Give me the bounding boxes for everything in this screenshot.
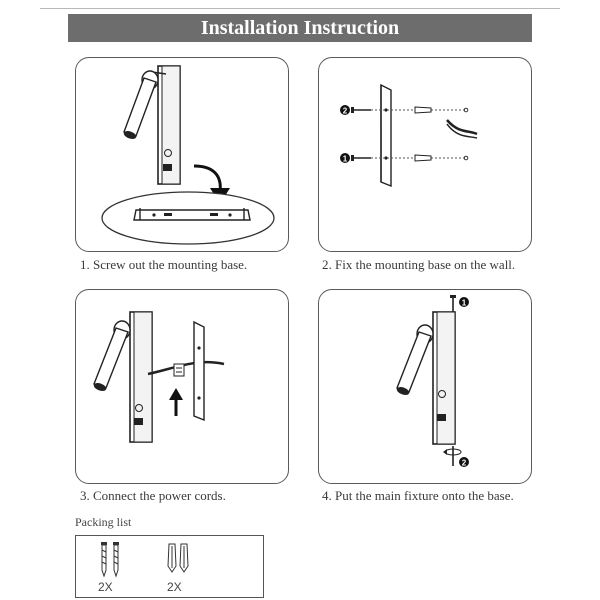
- marker-2: [459, 457, 469, 468]
- wall-hole: [464, 108, 468, 160]
- step-4-caption: 4. Put the main fixture onto the base.: [322, 488, 514, 503]
- step-2-panel: [318, 57, 532, 252]
- wall-anchor-icon: [168, 544, 188, 572]
- step-3-caption: 3. Connect the power cords.: [80, 488, 226, 503]
- step-3-panel: [75, 289, 289, 484]
- step-3-illustration: [76, 290, 288, 483]
- step-4-illustration: [319, 290, 531, 483]
- step-4-panel: [318, 289, 532, 484]
- step-2-caption: 2. Fix the mounting base on the wall.: [322, 257, 516, 272]
- step-1-panel: [75, 57, 289, 252]
- marker-2: [340, 105, 350, 116]
- packing-list-box: [75, 535, 264, 598]
- screw-icon: [101, 542, 119, 576]
- step-1-illustration: [76, 58, 288, 251]
- power-cord: [148, 362, 224, 374]
- mounting-base: [134, 208, 250, 220]
- svg-text:1: 1: [461, 298, 467, 308]
- svg-text:2: 2: [342, 106, 348, 116]
- anchor-quantity: 2X: [167, 580, 182, 594]
- svg-text:1: 1: [342, 154, 348, 164]
- marker-1: [340, 153, 350, 164]
- terminal-block: [174, 364, 184, 376]
- screw-icon: [351, 107, 371, 161]
- power-cord: [447, 120, 477, 134]
- mounting-base: [381, 85, 391, 186]
- svg-text:2: 2: [461, 458, 467, 468]
- top-divider: [40, 8, 560, 9]
- step-2-illustration: [319, 58, 531, 251]
- step-1-caption: 1. Screw out the mounting base.: [80, 257, 248, 272]
- wall-anchor-icon: [415, 107, 431, 161]
- packing-list-title: Packing list: [75, 515, 132, 529]
- lamp-arm: [396, 325, 433, 397]
- screw-quantity: 2X: [98, 580, 113, 594]
- arrow-up-icon: [169, 388, 183, 416]
- page-title: Installation Instruction: [68, 14, 532, 42]
- marker-1: [459, 297, 469, 308]
- lamp-arm: [93, 321, 130, 393]
- mounting-base: [194, 322, 204, 420]
